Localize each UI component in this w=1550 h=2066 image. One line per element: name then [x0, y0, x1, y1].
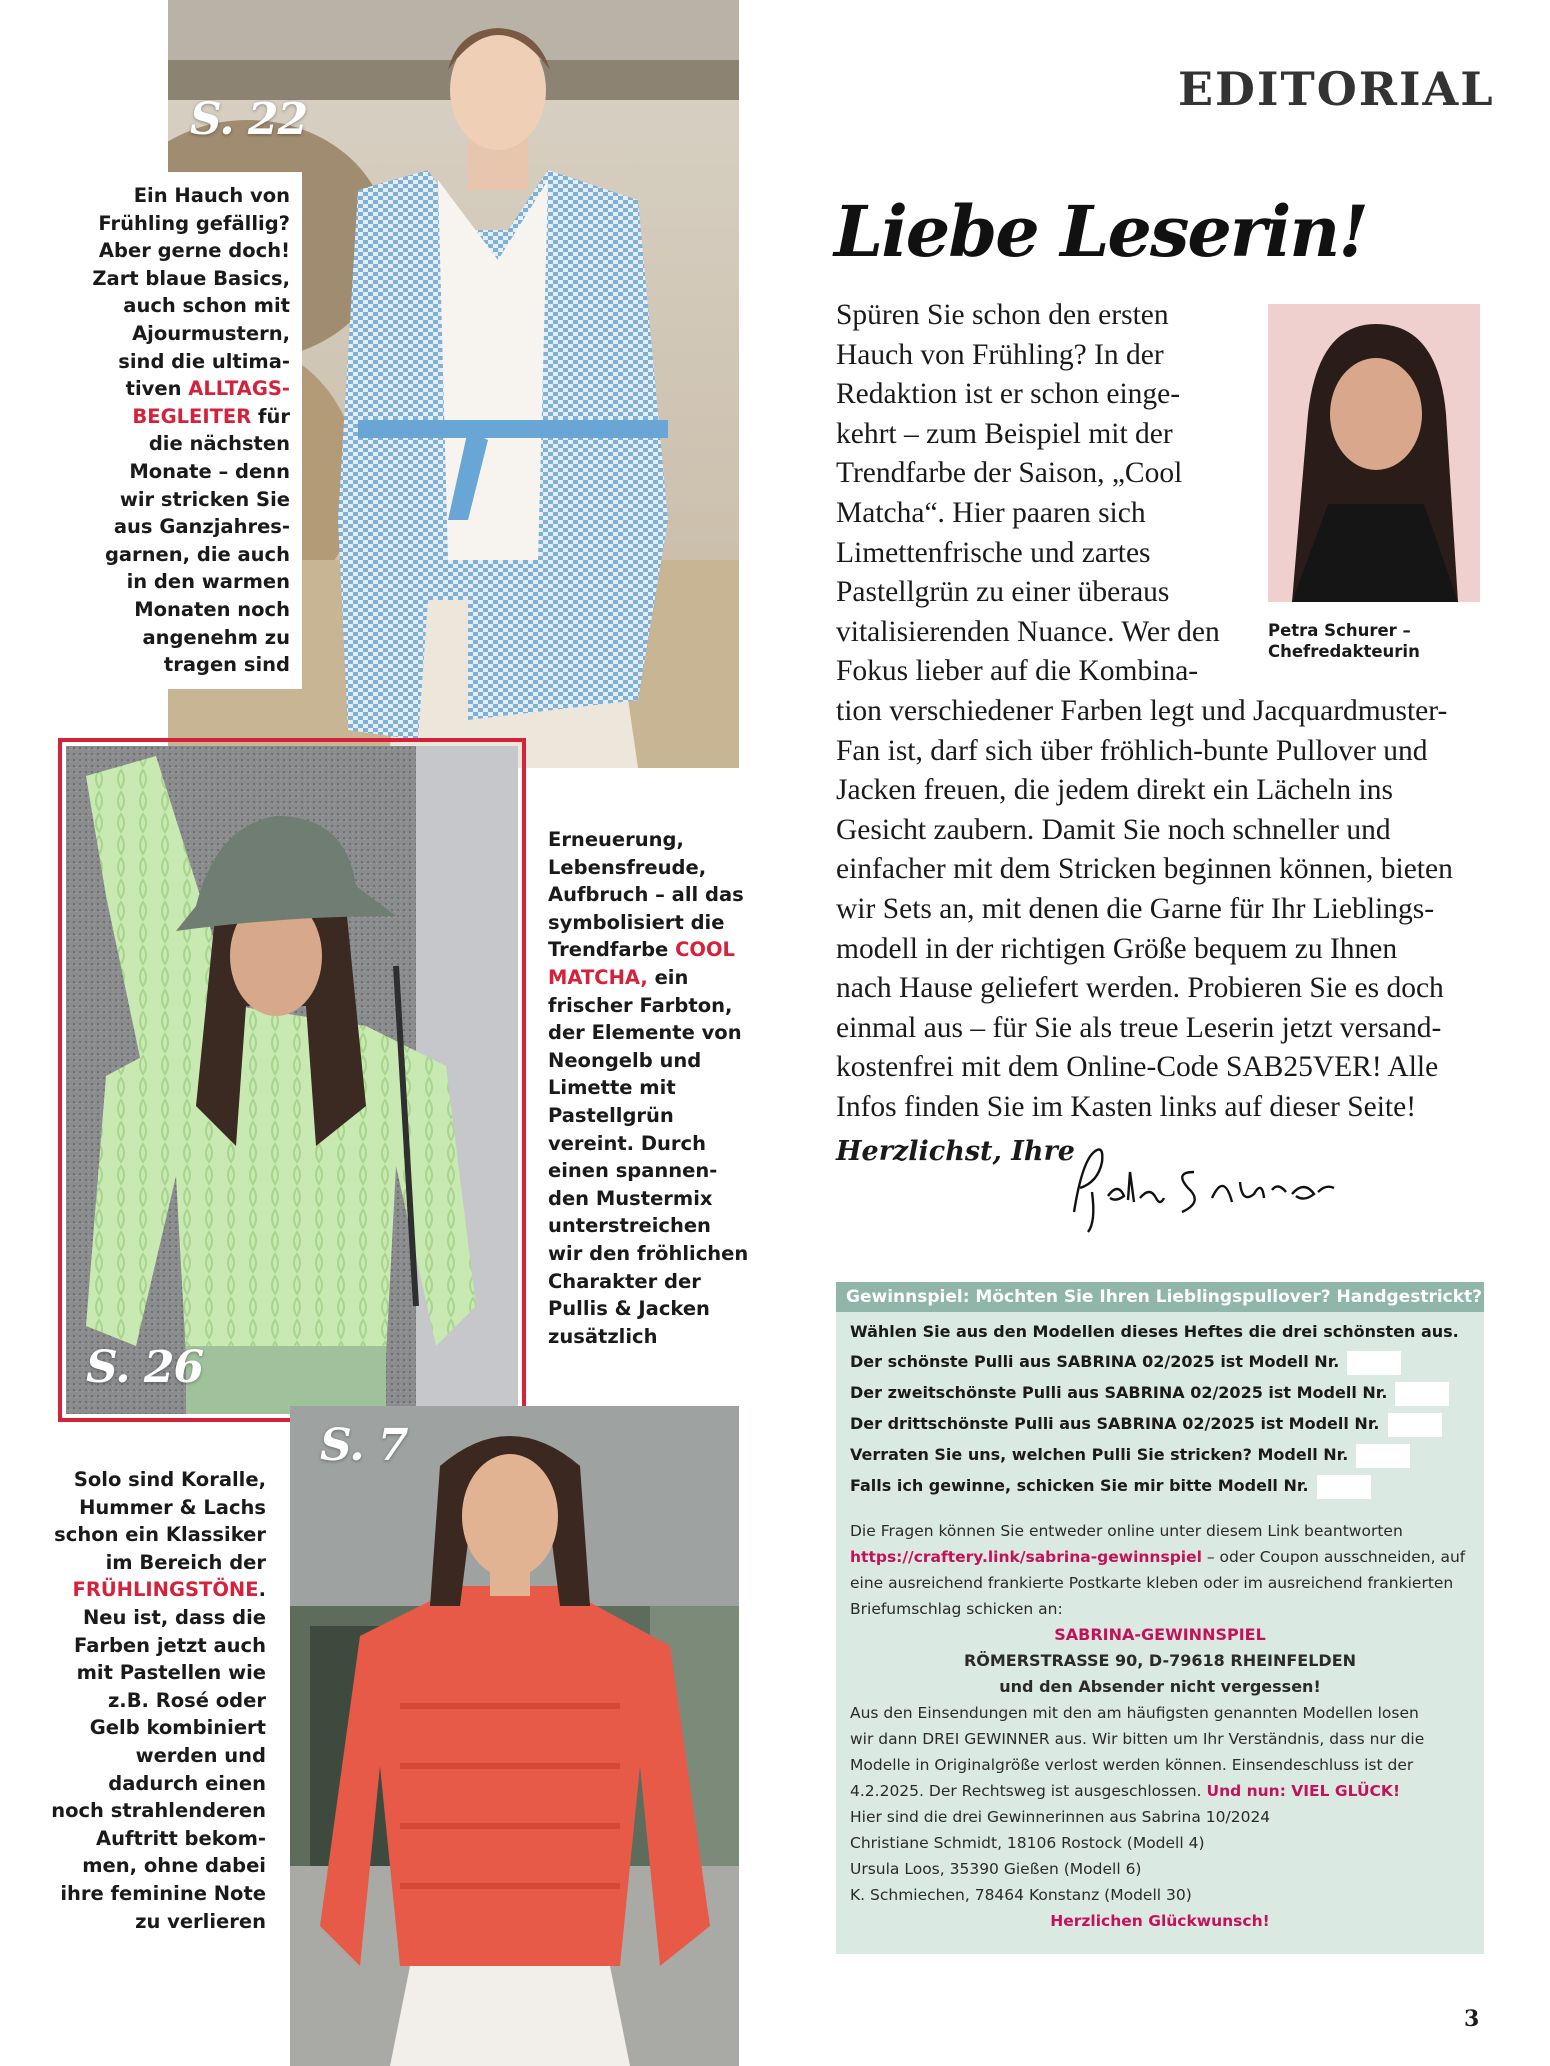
question-text: Verraten Sie uns, welchen Pulli Sie stricken? Modell Nr. — [850, 1445, 1349, 1464]
body-line: Hauch von Frühling? In der — [836, 338, 1164, 371]
highlight-fruehlingstoene: FRÜHLINGSTÖNE — [72, 1578, 259, 1602]
caption-line: Zart blaue Basics, — [92, 266, 290, 290]
question-text: Der drittschönste Pulli aus SABRINA 02/2025 ist Modell Nr. — [850, 1414, 1380, 1433]
question-5 — [850, 1474, 1371, 1498]
rules-line: wir dann DREI GEWINNER aus. Wir bitten um Ihr Verständnis, dass nur die — [850, 1730, 1425, 1748]
body-line: Matcha“. Hier paaren sich — [836, 496, 1146, 529]
caption-line: werden und — [135, 1743, 266, 1767]
answer-field-3[interactable] — [1388, 1413, 1442, 1437]
caption-fruehlingstoene — [40, 1466, 266, 1935]
highlight-matcha: MATCHA, — [548, 965, 648, 989]
caption-line: wir stricken Sie — [119, 487, 290, 511]
caption-line: die nächsten — [148, 432, 290, 456]
body-line: Fan ist, darf sich über fröhlich-bunte Pullover und — [836, 734, 1428, 767]
caption-line: dadurch einen — [108, 1771, 266, 1795]
body-line: Pastellgrün zu einer überaus — [836, 576, 1170, 609]
answer-field-2[interactable] — [1395, 1382, 1449, 1406]
contest-box — [836, 1282, 1484, 1954]
caption-line: Aufbruch – all das — [548, 883, 744, 907]
caption-line: wir den fröhlichen — [548, 1241, 749, 1265]
highlight-alltags: ALLTAGS- — [188, 377, 290, 401]
body-line: einmal aus – für Sie als treue Leserin jetzt versand- — [836, 1011, 1442, 1044]
body-line: kehrt – zum Beispiel mit der — [836, 417, 1173, 450]
caption-text: ein — [647, 965, 689, 989]
body-line: Trendfarbe der Saison, „Cool — [836, 457, 1183, 490]
caption-text: für — [251, 404, 290, 428]
info-line: Briefumschlag schicken an: — [850, 1600, 1063, 1618]
page-ref-26: S. 26 — [86, 1342, 204, 1393]
body-line: einfacher mit dem Stricken beginnen können, bieten — [836, 853, 1453, 886]
caption-line: angenehm zu — [142, 625, 290, 649]
info-line: Die Fragen können Sie entweder online unter diesem Link beantworten — [850, 1522, 1403, 1540]
question-1 — [850, 1350, 1401, 1374]
body-line: Gesicht zaubern. Damit Sie noch schneller und — [836, 813, 1391, 846]
info-text: – oder Coupon ausschneiden, auf — [1201, 1548, 1466, 1566]
caption-line — [64, 403, 290, 431]
caption-line: z.B. Rosé oder — [107, 1688, 266, 1712]
caption-line: Hummer & Lachs — [79, 1495, 266, 1519]
caption-spring-basics — [52, 172, 302, 689]
caption-line: mit Pastellen wie — [76, 1661, 266, 1685]
answer-field-4[interactable] — [1356, 1444, 1410, 1468]
caption-line: zu verlieren — [135, 1909, 266, 1933]
caption-line: Gelb kombiniert — [89, 1716, 266, 1740]
caption-line: ihre feminine Note — [60, 1881, 266, 1905]
body-line: vitalisierenden Nuance. Wer den — [836, 615, 1220, 648]
good-luck: Und nun: VIEL GLÜCK! — [1206, 1782, 1401, 1800]
caption-line: Lebensfreude, — [548, 855, 707, 879]
answer-field-1[interactable] — [1347, 1351, 1401, 1375]
body-line: tion verschiedener Farben legt und Jacquardmuster- — [836, 694, 1448, 727]
contest-link[interactable]: https://craftery.link/sabrina-gewinnspiel — [850, 1548, 1202, 1566]
highlight-cool: COOL — [675, 938, 735, 962]
caption-line: Pullis & Jacken — [548, 1297, 710, 1321]
caption-line — [40, 1576, 266, 1604]
body-line: Jacken freuen, die jedem direkt ein Lächeln ins — [836, 774, 1393, 807]
caption-line: frischer Farbton, — [548, 993, 733, 1017]
body-line: Limettenfrische und zartes — [836, 536, 1151, 569]
caption-line: Ein Hauch von — [133, 184, 290, 207]
rules-text: 4.2.2025. Der Rechtsweg ist ausgeschlossen. — [850, 1782, 1202, 1800]
caption-line: aus Ganzjahres- — [113, 515, 290, 539]
photo-coral-sweater — [290, 1406, 739, 2066]
caption-line: sind die ultima- — [118, 349, 290, 373]
photo-green-sweater — [66, 746, 518, 1414]
caption-line: Solo sind Koralle, — [73, 1468, 266, 1491]
caption-line: Erneuerung, — [548, 828, 684, 851]
caption-line: Limette mit — [548, 1076, 676, 1100]
page-number: 3 — [1464, 2006, 1480, 2032]
winners-intro: Hier sind die drei Gewinnerinnen aus Sabrina 10/2024 — [850, 1808, 1271, 1826]
caption-text: Trendfarbe — [548, 938, 676, 962]
caption-cool-matcha — [548, 826, 758, 1350]
caption-line: Pastellgrün — [548, 1103, 674, 1127]
caption-text: tiven — [125, 377, 189, 401]
highlight-begleiter: BEGLEITER — [132, 404, 252, 428]
caption-line: unterstreichen — [548, 1214, 711, 1238]
page-ref-7: S. 7 — [320, 1420, 408, 1471]
winner: Ursula Loos, 35390 Gießen (Modell 6) — [850, 1860, 1142, 1878]
address-street: RÖMERSTRASSE 90, D-79618 RHEINFELDEN — [963, 1651, 1357, 1670]
caption-line: noch strahlenderen — [51, 1799, 266, 1823]
caption-line: schon ein Klassiker — [54, 1523, 266, 1547]
question-text: Der zweitschönste Pulli aus SABRINA 02/2025 ist Modell Nr. — [850, 1383, 1388, 1402]
body-line: Fokus lieber auf die Kombina- — [836, 655, 1199, 688]
caption-text: . — [258, 1578, 266, 1602]
congrats: Herzlichen Glückwunsch! — [1050, 1912, 1270, 1930]
caption-line: Farben jetzt auch — [74, 1633, 266, 1657]
caption-line: men, ohne dabei — [82, 1854, 266, 1878]
body-line: wir Sets an, mit denen die Garne für Ihr Lieblings- — [836, 892, 1435, 925]
address-note: und den Absender nicht vergessen! — [999, 1677, 1321, 1696]
caption-line — [548, 936, 758, 964]
question-text: Der schönste Pulli aus SABRINA 02/2025 ist Modell Nr. — [850, 1352, 1340, 1371]
caption-line: Monate – denn — [129, 459, 290, 483]
question-2 — [850, 1381, 1449, 1405]
caption-line: auch schon mit — [123, 294, 290, 318]
caption-line: tragen sind — [163, 653, 290, 677]
caption-line — [64, 375, 290, 403]
info-line: eine ausreichend frankierte Postkarte kleben oder im ausreichend frankierten — [850, 1574, 1454, 1592]
info-line — [850, 1544, 1470, 1570]
caption-line — [548, 964, 758, 992]
caption-line: der Elemente von — [548, 1021, 742, 1045]
caption-line: Aber gerne doch! — [98, 239, 290, 263]
body-line: nach Hause geliefert werden. Probieren Sie es doch — [836, 972, 1444, 1005]
caption-line: im Bereich der — [105, 1550, 266, 1574]
contest-info — [850, 1518, 1470, 1934]
portrait-role: Chefredakteurin — [1268, 642, 1420, 661]
caption-line: Neongelb und — [548, 1048, 702, 1072]
headline: Liebe Leserin! — [834, 190, 1367, 273]
caption-line: Frühling gefällig? — [98, 211, 290, 235]
portrait-name: Petra Schurer – — [1268, 621, 1411, 640]
rules-line: Modelle in Originalgröße verlost werden können. Einsendeschluss ist der — [850, 1756, 1414, 1774]
caption-line: Ajourmustern, — [132, 321, 290, 345]
body-line: Infos finden Sie im Kasten links auf dieser Seite! — [836, 1090, 1417, 1123]
handwritten-signature — [1064, 1132, 1344, 1242]
body-line: Redaktion ist er schon einge- — [836, 378, 1181, 411]
question-text: Falls ich gewinne, schicken Sie mir bitte Modell Nr. — [850, 1476, 1309, 1495]
caption-line: Monaten noch — [134, 597, 290, 621]
caption-line: zusätzlich — [548, 1324, 658, 1348]
contest-title: Gewinnspiel: Möchten Sie Ihren Lieblingspullover? Handgestrickt? — [836, 1282, 1484, 1312]
rules-line: Aus den Einsendungen mit den am häufigsten genannten Modellen losen — [850, 1704, 1419, 1722]
body-line: kostenfrei mit dem Online-Code SAB25VER! Alle — [836, 1051, 1439, 1084]
caption-line: in den warmen — [126, 570, 290, 594]
signoff: Herzlichst, Ihre — [836, 1136, 1075, 1167]
contest-intro: Wählen Sie aus den Modellen dieses Heftes die drei schönsten aus. — [850, 1322, 1459, 1341]
caption-line: vereint. Durch — [548, 1131, 706, 1155]
rules-line — [850, 1778, 1470, 1804]
winner: Christiane Schmidt, 18106 Rostock (Modell 4) — [850, 1834, 1205, 1852]
caption-line: einen spannen- — [548, 1159, 718, 1183]
winner: K. Schmiechen, 78464 Konstanz (Modell 30) — [850, 1886, 1192, 1904]
caption-line: symbolisiert die — [548, 910, 725, 934]
caption-line: den Mustermix — [548, 1186, 713, 1210]
address-name: SABRINA-GEWINNSPIEL — [1054, 1625, 1266, 1644]
body-line: modell in der richtigen Größe bequem zu Ihnen — [836, 932, 1398, 965]
question-4 — [850, 1443, 1410, 1467]
editorial-body — [836, 296, 1486, 1127]
question-3 — [850, 1412, 1442, 1436]
answer-field-5[interactable] — [1317, 1475, 1371, 1499]
section-title: EDITORIAL — [1178, 62, 1495, 116]
page-ref-22: S. 22 — [190, 94, 308, 145]
caption-line: Neu ist, dass die — [82, 1605, 266, 1629]
caption-line: Charakter der — [548, 1269, 701, 1293]
caption-line: Auftritt bekom- — [96, 1826, 266, 1850]
body-line: Spüren Sie schon den ersten — [836, 299, 1169, 331]
caption-line: garnen, die auch — [104, 542, 290, 566]
